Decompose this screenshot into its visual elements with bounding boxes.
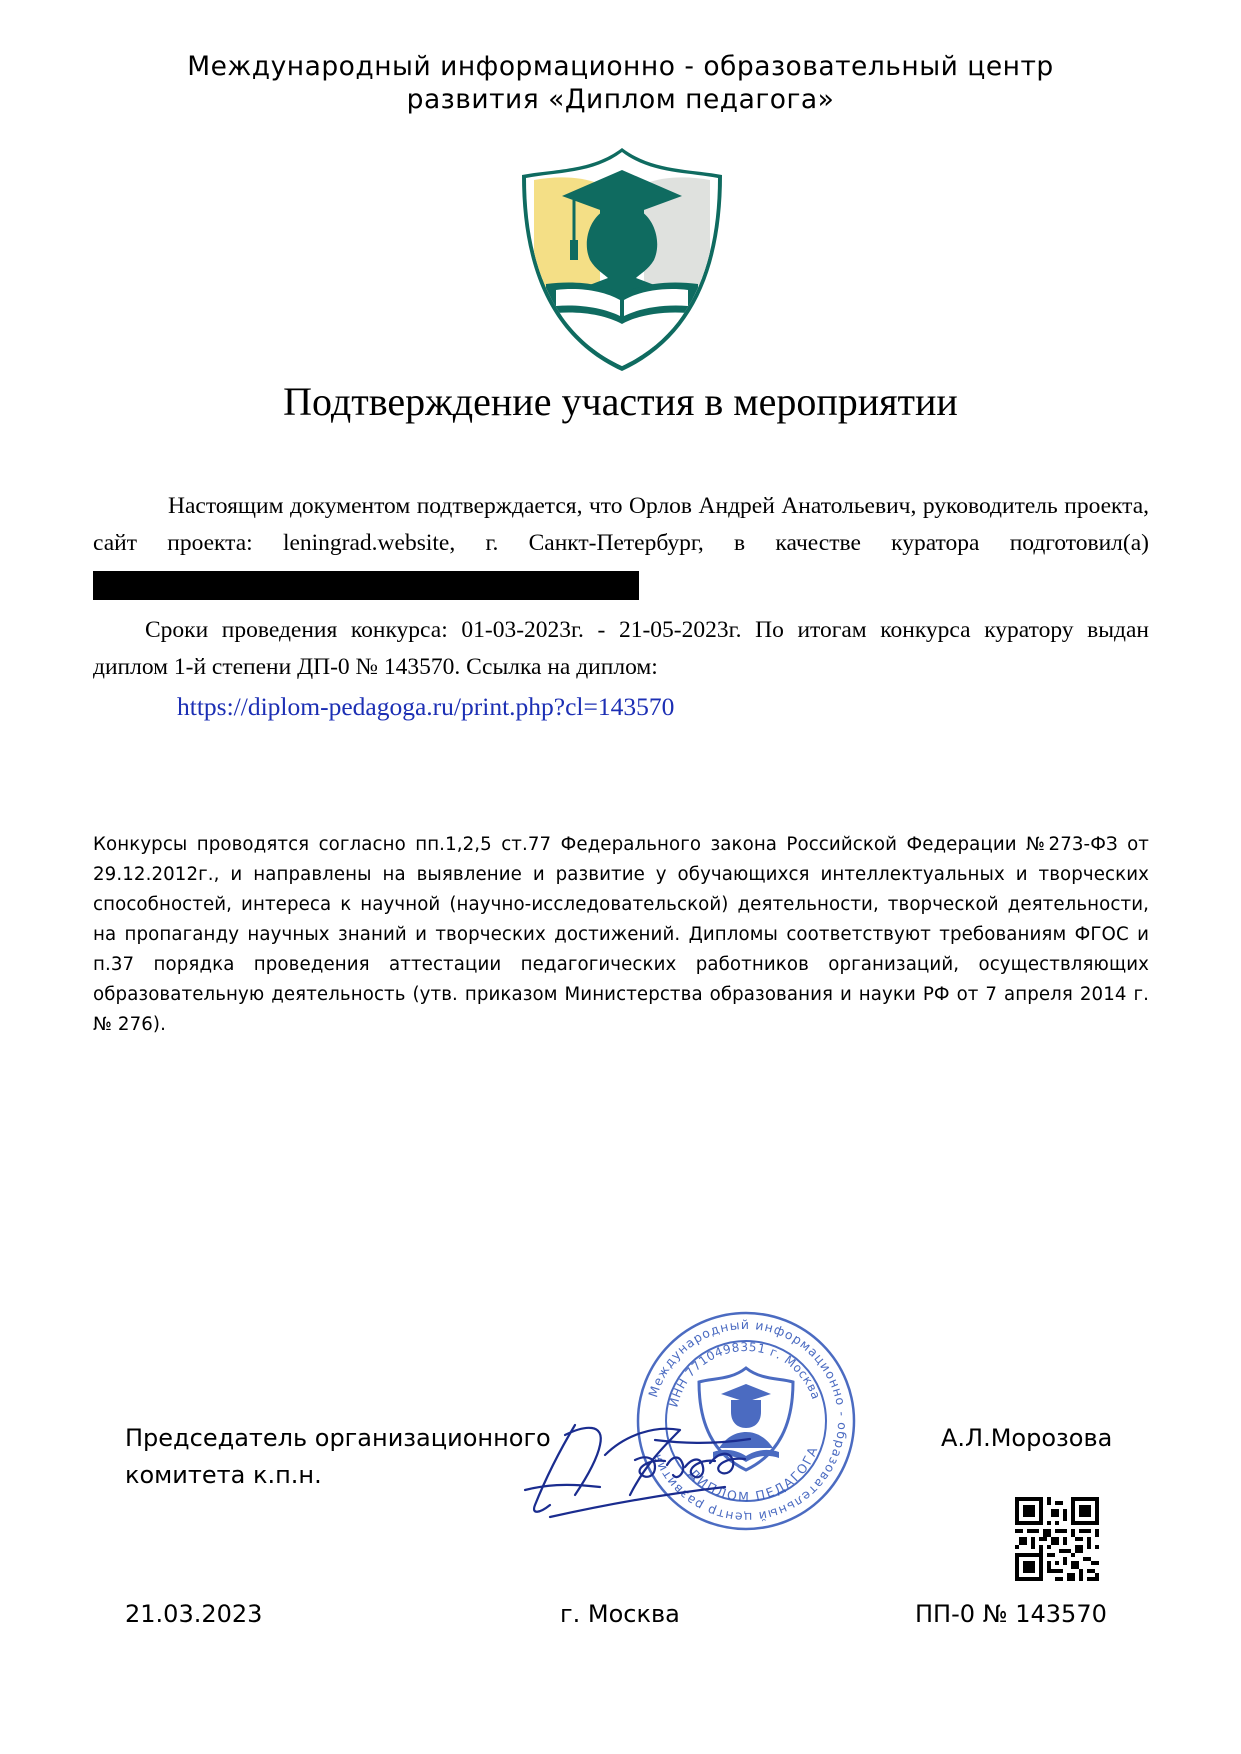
contest-dates-paragraph — [93, 612, 1149, 686]
confirmation-line-2: проекта, сайт проекта: leningrad.website, г. Санкт-Петербург, в качестве куратора подготовил(а) — [93, 493, 1150, 556]
issue-date: 21.03.2023 — [125, 1600, 263, 1628]
organization-title-line-1: Международный информационно - образовательный центр — [187, 51, 1054, 82]
document-title: Подтверждение участия в мероприятии — [283, 379, 958, 424]
stamp-outer-text: Международный информационно - образовательный центр развития — [645, 1316, 851, 1526]
graduate-shield-logo-icon — [516, 144, 728, 372]
contest-dates-line-2: диплом 1-й степени ДП-0 № 143570. Ссылка на диплом: — [93, 654, 658, 680]
chair-role-line-1: Председатель организационного — [125, 1424, 551, 1452]
chair-role-line-2: комитета к.п.н. — [125, 1461, 322, 1489]
organization-title — [0, 50, 1241, 116]
issue-city: г. Москва — [560, 1600, 680, 1628]
legal-notice: Конкурсы проводятся согласно пп.1,2,5 ст.77 Федерального закона Российской Федерации №273-ФЗ от 29.12.2012г., и направлены на выявление и развитие у обучающихся интеллектуальных и творческих способностей, интереса к научной (научно-исследовательской) деятельности, творческой деятельности, на пропаганду научных знаний и творческих достижений. Дипломы соответствуют требованиям ФГОС и п.37 порядка проведения аттестации педагогических работников организаций, осуществляющих образовательную деятельность (утв. приказом Министерства образования и науки РФ от 7 апреля 2014 г. № 276). — [93, 834, 1149, 1035]
qr-code-icon — [1015, 1497, 1099, 1581]
document-number: ПП-0 № 143570 — [915, 1600, 1107, 1628]
stamp-inn-text: ИНН 7710498351 г. Москва — [666, 1339, 824, 1409]
confirmation-line-1: Настоящим документом подтверждается, что Орлов Андрей Анатольевич, руководитель — [168, 493, 1058, 519]
organization-title-line-2: развития «Диплом педагога» — [406, 84, 835, 115]
handwritten-signature-icon — [505, 1395, 775, 1535]
redacted-bar — [93, 571, 639, 600]
contest-dates-line-1: Сроки проведения конкурса: 01-03-2023г. - 21-05-2023г. По итогам конкурса куратору выдан — [145, 617, 1149, 643]
signer-name: А.Л.Морозова — [941, 1424, 1113, 1452]
diploma-link[interactable]: https://diplom-pedagoga.ru/print.php?cl=143570 — [177, 692, 675, 721]
stamp-bottom-text: ДИПЛОМ ПЕДАГОГА — [685, 1443, 821, 1505]
confirmation-paragraph — [93, 488, 1149, 562]
